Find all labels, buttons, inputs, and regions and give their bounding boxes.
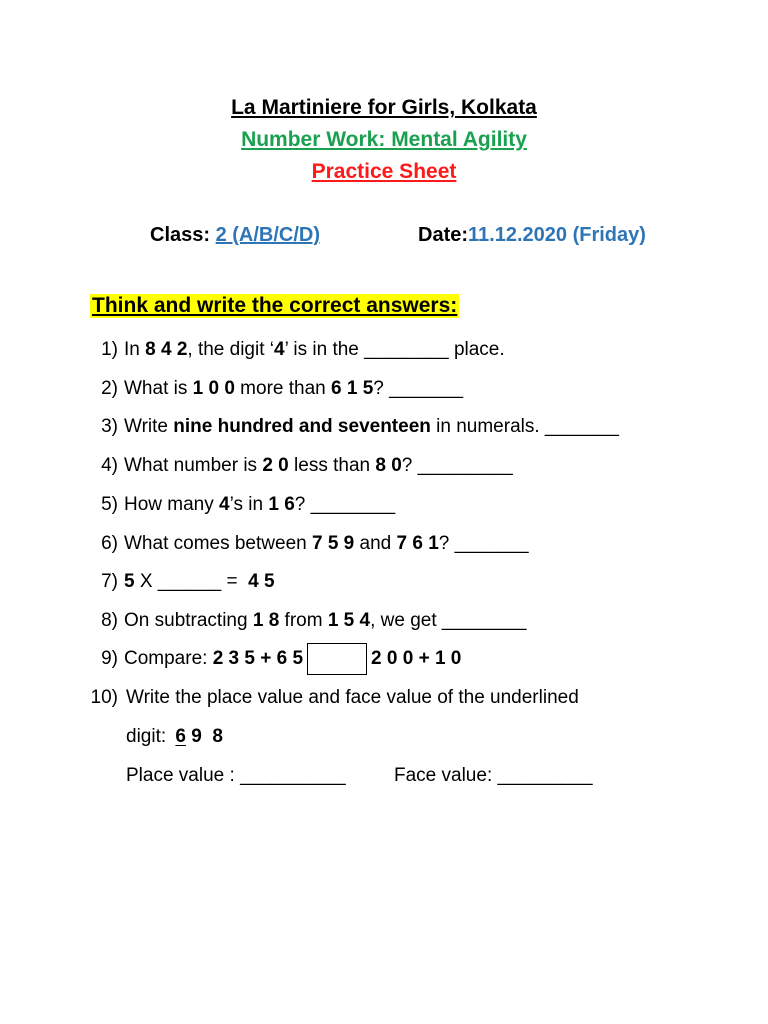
q-text: What comes between [124, 533, 312, 554]
instruction: Think and write the correct answers: [92, 294, 458, 317]
q-bold: 2 3 5 + 6 5 [212, 648, 304, 670]
subject-title: Number Work: Mental Agility [241, 128, 527, 151]
class-label: Class: [150, 224, 211, 246]
q-text: ? ________ [294, 494, 396, 515]
question-number: 4) [101, 455, 118, 476]
q-bold: 8 0 [375, 455, 402, 476]
q-bold: 1 5 4 [327, 610, 371, 631]
q-text: from [279, 610, 328, 631]
q-text: Compare: [124, 648, 213, 670]
q-bold: 7 5 9 [311, 533, 355, 554]
question-10: Write the place value and face value of the underlined [126, 687, 579, 708]
underlined-digit-line [126, 726, 223, 748]
q-bold: 2 0 [262, 455, 289, 476]
q-text: What is [124, 378, 193, 399]
q-bold: 6 1 5 [331, 378, 374, 399]
q-text: In [124, 339, 146, 360]
q-bold: 4 5 [248, 571, 275, 592]
question-number: 6) [101, 533, 118, 554]
q-text: , we get ________ [370, 610, 527, 631]
question-number: 3) [101, 416, 118, 437]
question-8 [124, 610, 526, 632]
q-bold: 2 0 0 + 1 0 [371, 648, 462, 670]
question-number: 8) [101, 610, 118, 631]
question-5 [124, 494, 395, 516]
q-bold: 1 6 [268, 494, 295, 515]
school-title: La Martiniere for Girls, Kolkata [231, 96, 537, 119]
q-bold: 8 4 2 [145, 339, 188, 360]
underlined-digit: 6 [175, 726, 186, 747]
q-text: digit: [126, 726, 172, 747]
sheet-title: Practice Sheet [311, 160, 457, 183]
q-text: X ______ = [134, 571, 249, 592]
date-label: Date: [418, 224, 469, 246]
q-bold: 7 6 1 [396, 533, 439, 554]
question-number: 2) [101, 378, 118, 399]
q-bold: 4 [219, 494, 230, 515]
class-info [150, 224, 320, 247]
face-value-blank: Face value: _________ [394, 765, 593, 786]
question-number: 9) [101, 648, 118, 669]
q-text: ? _________ [401, 455, 513, 476]
compare-answer-box[interactable] [307, 643, 367, 675]
question-9 [124, 643, 461, 675]
q-text: ’ is in the ________ place. [284, 339, 505, 360]
class-value: 2 (A/B/C/D) [215, 224, 321, 246]
q-bold: 9 8 [186, 726, 223, 747]
question-1 [124, 339, 505, 361]
q-bold: nine hundred and seventeen [173, 416, 431, 437]
q-bold: 4 [274, 339, 285, 360]
question-number: 7) [101, 571, 118, 592]
place-value-blank: Place value : __________ [126, 765, 346, 786]
question-number: 5) [101, 494, 118, 515]
q-bold: 1 0 0 [192, 378, 235, 399]
q-text: less than [288, 455, 376, 476]
q-bold: 1 8 [252, 610, 280, 631]
q-text: and [354, 533, 397, 554]
date-info [418, 224, 646, 247]
q-text: more than [234, 378, 331, 399]
q-text: What number is [124, 455, 263, 476]
question-2 [124, 378, 463, 400]
question-number: 1) [101, 339, 118, 360]
question-6 [124, 533, 529, 555]
question-4 [124, 455, 513, 477]
q-text: On subtracting [124, 610, 253, 631]
q-text: Write [124, 416, 174, 437]
q-text: How many [124, 494, 220, 515]
question-7 [124, 571, 275, 593]
q-bold: 5 [124, 571, 135, 592]
q-text: ? _______ [373, 378, 464, 399]
question-number: 10) [90, 687, 118, 708]
q-text: ’s in [229, 494, 269, 515]
q-text: , the digit ‘ [187, 339, 274, 360]
date-value: 11.12.2020 (Friday) [468, 224, 646, 246]
q-text: in numerals. _______ [430, 416, 619, 437]
q-text: ? _______ [438, 533, 529, 554]
question-3 [124, 416, 619, 438]
